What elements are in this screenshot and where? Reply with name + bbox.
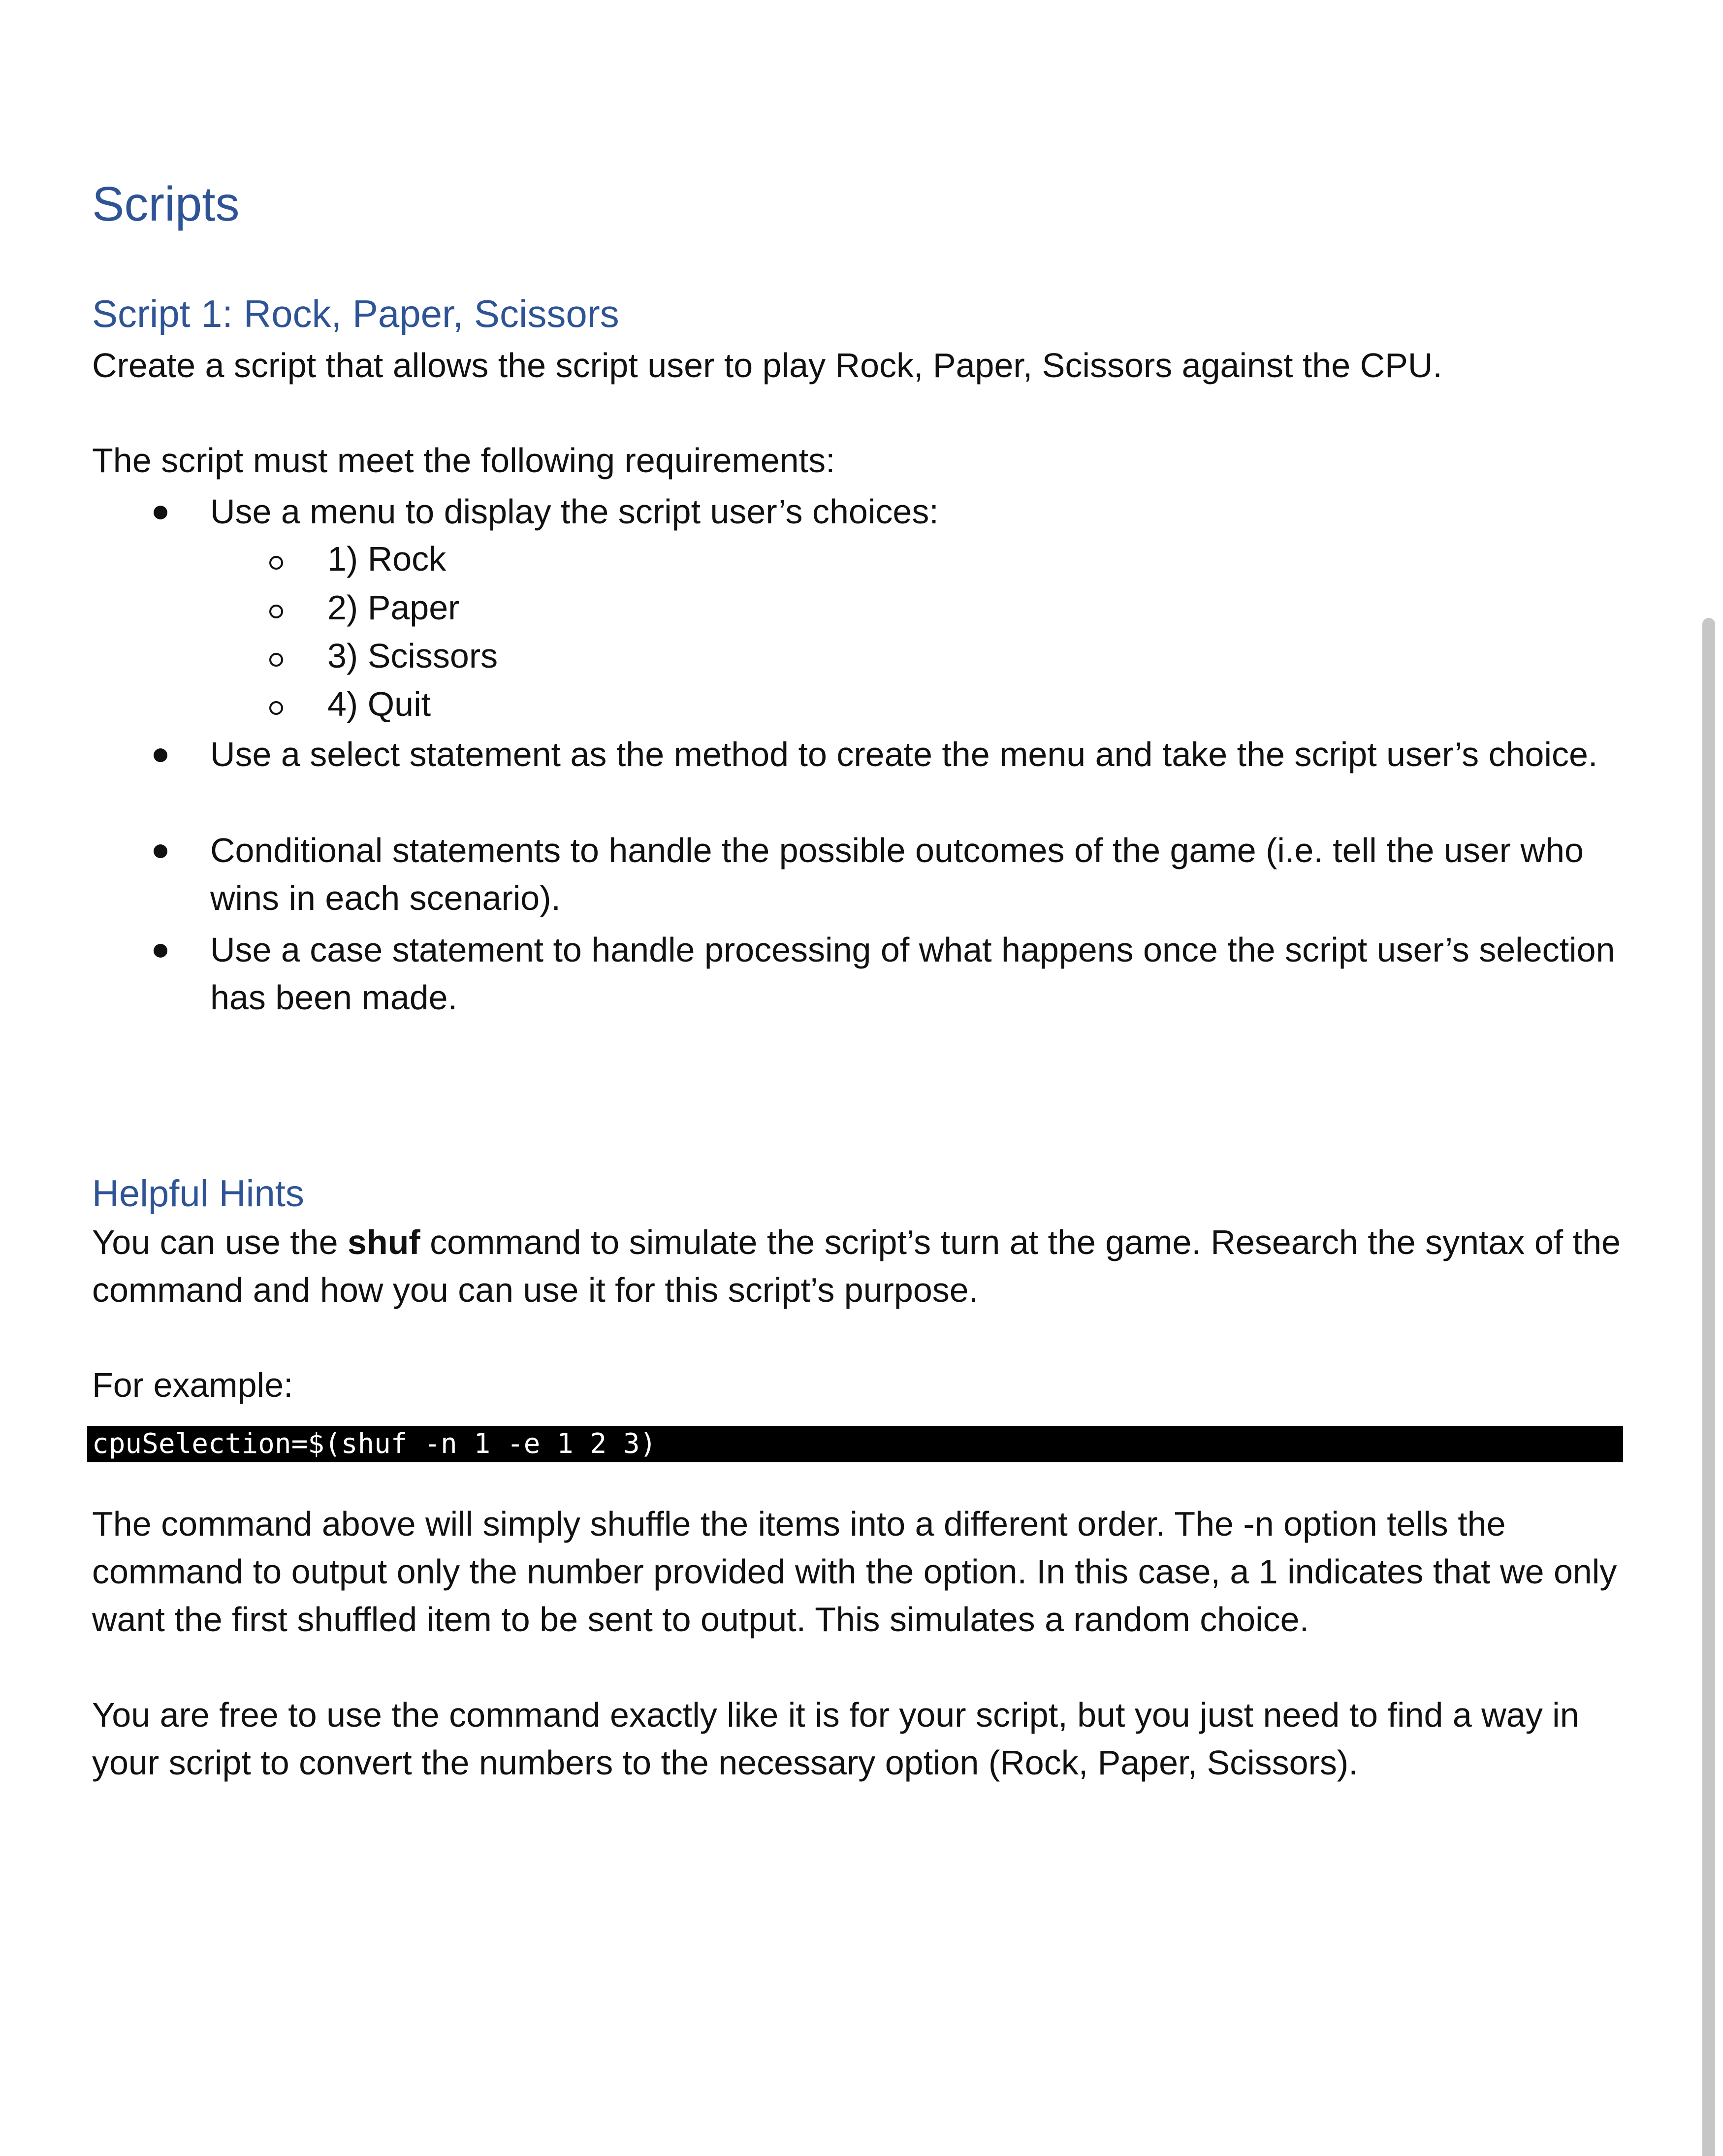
- hollow-circle-icon: [269, 605, 283, 618]
- bullet-icon: [154, 944, 167, 958]
- bullet-text: Conditional statements to handle the possible outcomes of the game (i.e. tell the user who wins in each scenario).: [210, 831, 1584, 917]
- hollow-circle-icon: [269, 653, 283, 667]
- hollow-circle-icon: [269, 556, 283, 570]
- menu-option-label: 4) Quit: [327, 685, 431, 723]
- hints-text-end: command to simulate the script’s turn at the game. Research the syntax of the command and how you can use it for this script’s purpose.: [92, 1223, 1621, 1309]
- bullet-text: Use a menu to display the script user’s choices:: [210, 492, 939, 531]
- hints-paragraph: [92, 1219, 1630, 1314]
- bullet-icon: [154, 506, 167, 519]
- bullet-text: Use a case statement to handle processing of what happens once the script user’s selection has been made.: [210, 931, 1615, 1017]
- section-heading-helpful-hints: Helpful Hints: [92, 1173, 304, 1215]
- requirements-intro: The script must meet the following requirements:: [92, 441, 835, 480]
- menu-option-label: 1) Rock: [327, 540, 447, 578]
- closing-paragraph: You are free to use the command exactly like it is for your script, but you just need to find a way in your script to convert the numbers to the necessary option (Rock, Paper, Scissors).: [92, 1696, 1579, 1782]
- code-example: cpuSelection=$(shuf -n 1 -e 1 2 3): [87, 1426, 1623, 1462]
- bullet-text: Use a select statement as the method to create the menu and take the script user’s choice.: [210, 735, 1598, 773]
- hollow-circle-icon: [269, 701, 283, 715]
- explanation-paragraph: The command above will simply shuffle the items into a different order. The -n option tells the command to output only the number provided with the option. In this case, a 1 indicates that we only want the first shuffled item to be sent to output. This simulates a random choice.: [92, 1505, 1617, 1639]
- section-heading-script-1: Script 1: Rock, Paper, Scissors: [92, 292, 619, 335]
- bullet-icon: [154, 748, 167, 762]
- menu-option-label: 3) Scissors: [327, 637, 498, 675]
- bullet-icon: [154, 844, 167, 858]
- page-title: Scripts: [92, 177, 240, 231]
- menu-option-label: 2) Paper: [327, 588, 460, 627]
- hints-text-start: You can use the: [92, 1223, 348, 1261]
- shuf-command-bold: shuf: [347, 1223, 420, 1261]
- intro-paragraph: Create a script that allows the script user to play Rock, Paper, Scissors against the CPU.: [92, 346, 1442, 385]
- vertical-scrollbar[interactable]: [1702, 618, 1715, 2156]
- example-label: For example:: [92, 1366, 293, 1404]
